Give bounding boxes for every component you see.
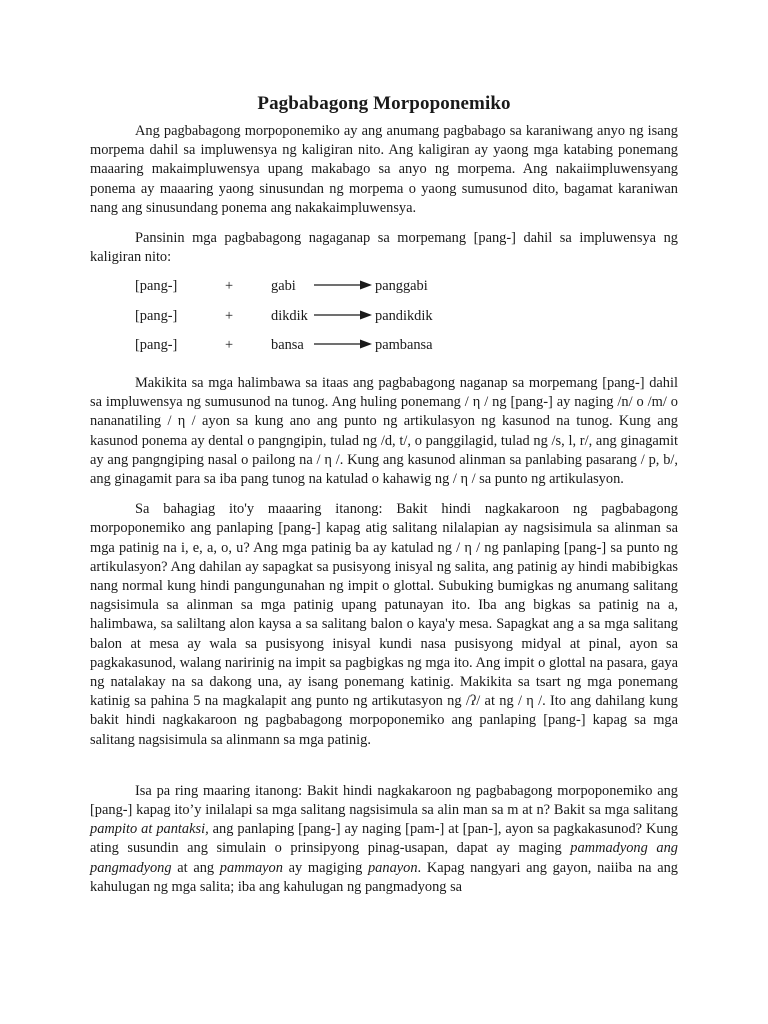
example-root: dikdik [271,307,308,324]
italic-term: pammayon [219,859,283,876]
italic-term: panayon [367,859,418,876]
plus-sign: + [225,278,234,295]
page-title: Pagbabagong Morpoponemiko [257,93,511,114]
example-list [90,277,678,366]
arrow-right-icon [314,308,372,328]
example-row [90,277,678,307]
paragraph-isa-pa [90,782,678,897]
example-root: bansa [271,337,304,354]
plus-sign: + [225,337,234,354]
example-row [90,307,678,337]
paragraph-intro: Ang pagbabagong morpoponemiko ay ang anumang pagbabago sa karaniwang anyo ng isang morpema dahil sa impluwensya ng kaligiran nito. Ang kaligiran ay yaong mga katabing ponemang maaaring makaimpluwensya upang makabago sa anyo ng morpema. Ang nakaiimpluwensyang ponema ay maaaring yaong sinusundan ng morpema o yaong sumusunod dito, bagamat karaniwan nang ang sinusundang ponema ang nakakaimpluwensya. [90,123,678,216]
example-row [90,336,678,366]
text-segment: at ang [171,859,220,876]
example-prefix: [pang-] [135,307,178,324]
paragraph-pansinin: Pansinin mga pagbabagong nagaganap sa morpemang [pang-] dahil sa impluwensya ng kaligiran nito: [90,230,678,266]
italic-term: pampito at pantaksi, [90,821,209,838]
example-result: pambansa [375,337,433,354]
paragraph-makikita: Makikita sa mga halimbawa sa itaas ang pagbabagong naganap sa morpemang [pang-] dahil sa impluwensya ng sumusunod na tunog. Ang huling ponemang / η / ng [pang-] ay naging /n/ o /m/ o nananatiling / η / ayon sa kung ano ang punto ng artikulasyon ng kasunod na tunog. Kung ang kasunod ponema ay dental o pangngipin, tulad ng /d, t/, o panggilagid, tulad ng /s, l, r/, ang ginagamit ay ang pangngiping nasal o pailong na / η /. Kung ang kasunod alinman sa panlabing pasarang / p, b/, ang ginagamit para sa iba pang tunog na katulad o kahawig ng / η / sa punto ng artikulasyon. [90,374,678,487]
plus-sign: + [225,307,234,324]
example-result: pandikdik [375,307,433,324]
arrow-right-icon [314,337,372,357]
text-segment: Isa pa ring maaring itanong: Bakit hindi nagkakaroon ng pagbabagong morpoponemiko ang [pang-] kapag ito’y inilalapi sa mga salitang nagsisimula sa alin man sa m at n? Bakit sa mga salitang [90,782,678,818]
italic-term: pammadyong ang pangmadyong [90,840,678,876]
text-segment: ang panlaping [pang-] ay naging [pam-] at [pan-], ayon sa pagkakasunod? Kung ating susundin ang simulain o prinsipyong pinag-usapan, dapat ay maging [90,821,678,857]
arrow-right-icon [314,278,372,298]
example-prefix: [pang-] [135,337,178,354]
paragraph-bahagi: Sa bahagiag ito'y maaaring itanong: Bakit hindi nagkakaroon ng pagbabagong morpoponemiko ang panlaping [pang-] kapag atig salitang nilalapian ay nagsisimula sa alinman sa mga patinig na i, e, a, o, u? Ang mga patinig ba ay katulad ng / η / ng panlaping [pang-] sa punto ng artikulasyon? Ang dahilan ay sapagkat sa pusisyong inisyal ng salita, ang patinig ay hindi mabibigkas nang normal kung hindi pangungunahan ng impit o glottal. Subuking bumigkas ng anumang salitang nagsisimula sa alinman sa mga patinig upang patunayan ito. Iba ang bigkas sa patinig na a, halimbawa, sa saliltang alon kaysa a sa salitang balon o kaya'y mesa. Sapagkat ang a sa mga salitang balon at mesa ay wala sa pusisyong inisyal kundi nasa pusisyong midyal at pinal, ayon sa pagkakasunod, walang naririnig na impit sa pagbigkas ng mga ito. Ang impit o glottal na pasara, gaya ng natalakay na sa dakong una, ay isang ponemang katinig. Makikita sa tsart ng mga ponemang katinig sa pahina 5 na magkalapit ang punto ng artikutasyon ng /ʔ/ at ng / η /. Ito ang dahilang kung bakit hindi nagkakaroon ng pagbabagong morpoponemiko ang panlaping [pang-] kapag sa mga salitang nagsisimula sa alinmann sa mga patinig. [90,501,678,748]
example-root: gabi [271,278,296,295]
example-result: panggabi [375,278,428,295]
text-segment: ay magiging [282,859,368,876]
example-prefix: [pang-] [135,278,178,295]
text-segment: . Kapag nangyari ang gayon, naiiba na ang kahulugan ng mga salita; iba ang kahulugan ng pangmadyong sa [90,859,678,895]
